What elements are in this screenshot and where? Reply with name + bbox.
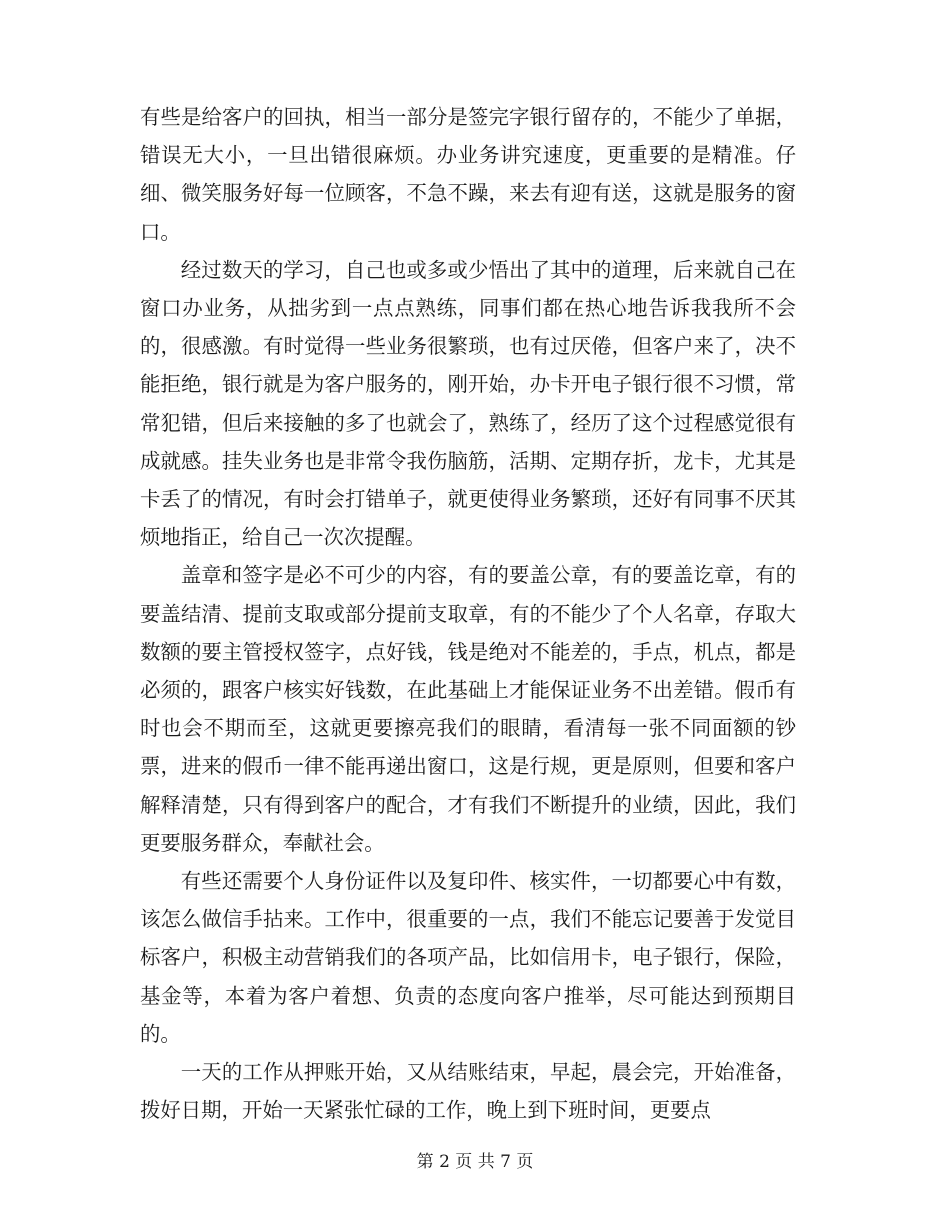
paragraph-1: 有些是给客户的回执，相当一部分是签完字银行留存的，不能少了单据，错误无大小，一旦出错很麻烦。办业务讲究速度，更重要的是精准。仔细、微笑服务好每一位顾客，不急不躁，来去有迎有送，这就是服务的窗口。 xyxy=(140,105,796,244)
paragraph-3: 盖章和签字是必不可少的内容，有的要盖公章，有的要盖讫章，有的要盖结清、提前支取或部分提前支取章，有的不能少了个人名章，存取大数额的要主管授权签字，点好钱，钱是绝对不能差的，手点，机点，都是必须的，跟客户核实好钱数，在此基础上才能保证业务不出差错。假币有时也会不期而至，这就更要擦亮我们的眼睛，看清每一张不同面额的钞票，进来的假币一律不能再递出窗口，这是行规，更是原则，但要和客户解释清楚，只有得到客户的配合，才有我们不断提升的业绩，因此，我们更要服务群众，奉献社会。 xyxy=(140,563,796,855)
paragraph-5: 一天的工作从押账开始，又从结账结束，早起，晨会完，开始准备，拨好日期，开始一天紧张忙碌的工作，晚上到下班时间，更要点 xyxy=(140,1060,796,1123)
page-number-footer: 第 2 页 共 7 页 xyxy=(416,1152,534,1172)
document-body xyxy=(140,98,796,1129)
paragraph-4: 有些还需要个人身份证件以及复印件、核实件，一切都要心中有数，该怎么做信手拈来。工作中，很重要的一点，我们不能忘记要善于发觉目标客户，积极主动营销我们的各项产品，比如信用卡，电子银行，保险，基金等，本着为客户着想、负责的态度向客户推举，尽可能达到预期目的。 xyxy=(140,869,796,1046)
paragraph-2: 经过数天的学习，自己也或多或少悟出了其中的道理，后来就自己在窗口办业务，从拙劣到一点点熟练，同事们都在热心地告诉我我所不会的，很感激。有时觉得一些业务很繁琐，也有过厌倦，但客户来了，决不能拒绝，银行就是为客户服务的，刚开始，办卡开电子银行很不习惯，常常犯错，但后来接触的多了也就会了，熟练了，经历了这个过程感觉很有成就感。挂失业务也是非常令我伤脑筋，活期、定期存折，龙卡，尤其是卡丢了的情况，有时会打错单子，就更使得业务繁琐，还好有同事不厌其烦地指正，给自己一次次提醒。 xyxy=(140,257,796,550)
